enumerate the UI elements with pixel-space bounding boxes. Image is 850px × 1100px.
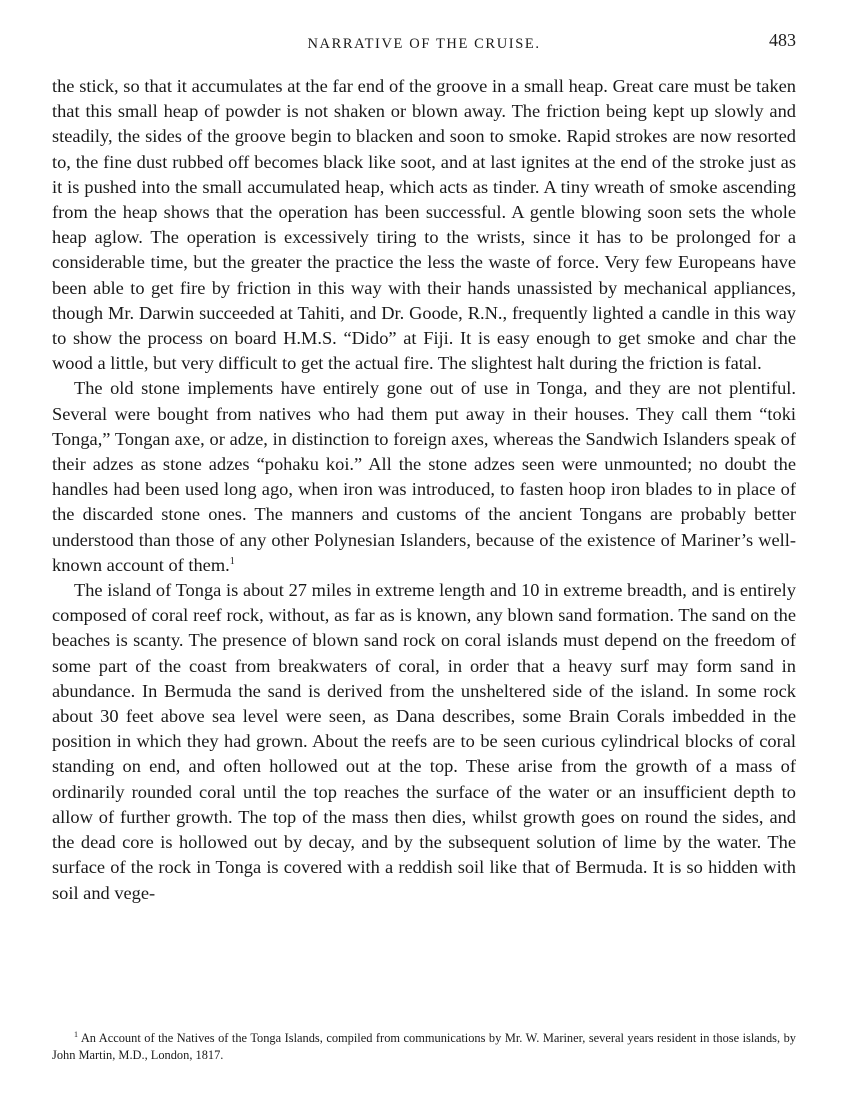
paragraph-continued	[52, 74, 796, 376]
page-number: 483	[769, 30, 796, 50]
paragraph-stone-implements	[52, 376, 796, 578]
footnote-text: An Account of the Natives of the Tonga Islands, compiled from communications by Mr. W. Mariner, several years resident in those islands, by John Martin, M.D., London, 1817.	[52, 1031, 796, 1062]
running-head	[52, 30, 796, 60]
paragraph-text: the stick, so that it accumulates at the far end of the groove in a small heap. Great care must be taken that this small heap of powder is not shaken or blown away. The friction being kept up slowly and steadily, the sides of the groove begin to blacken and soon to smoke. Rapid strokes are now resorted to, the fine dust rubbed off becomes black like soot, and at last ignites at the end of the stroke just as it is pushed into the small accumulated heap, which acts as tinder. A tiny wreath of smoke ascending from the heap shows that the operation has been successful. A gentle blowing soon sets the whole heap aglow. The operation is excessively tiring to the wrists, since it has to be prolonged for a considerable time, but the greater the practice the less the waste of force. Very few Europeans have been able to get fire by friction in this way with their hands unassisted by mechanical appliances, though Mr. Darwin succeeded at Tahiti, and Dr. Goode, R.N., frequently lighted a candle in this way to show the process on board H.M.S. “Dido” at Fiji. It is easy enough to get smoke and char the wood a little, but very difficult to get the actual fire. The slightest halt during the friction is fatal.	[52, 76, 796, 374]
paragraph-text: The island of Tonga is about 27 miles in extreme length and 10 in extreme breadth, and is entirely composed of coral reef rock, without, as far as is known, any blown sand formation. The sand on the beaches is scanty. The presence of blown sand rock on coral islands must depend on the freedom of some part of the coast from breakwaters of coral, in order that a heavy surf may form sand in abundance. In Bermuda the sand is derived from the unsheltered side of the island. In some rock about 30 feet above sea level were seen, as Dana describes, some Brain Corals imbedded in the position in which they had grown. About the reefs are to be seen curious cylindrical blocks of coral standing on end, and often hollowed out at the top. These arise from the growth of a mass of ordinarily rounded coral until the top reaches the surface of the water or an insufficient depth to allow of further growth. The top of the mass then dies, whilst growth goes on round the sides, and the dead core is hollowed out by decay, and by the subsequent solution of lime by the water. The surface of the rock in Tonga is covered with a reddish soil like that of Bermuda. It is so hidden with soil and vege-	[52, 580, 796, 903]
footnote-marker: 1	[74, 1029, 78, 1039]
body-text	[52, 74, 796, 906]
footnote-reference[interactable]: 1	[229, 555, 235, 567]
running-title: NARRATIVE OF THE CRUISE.	[307, 36, 541, 52]
paragraph-tonga-island	[52, 578, 796, 906]
paragraph-text: The old stone implements have entirely gone out of use in Tonga, and they are not plentiful. Several were bought from natives who had them put away in their houses. They call them “toki Tonga,” Tongan axe, or adze, in distinction to foreign axes, whereas the Sandwich Islanders speak of their adzes as stone adzes “pohaku koi.” All the stone adzes seen were unmounted; no doubt the handles had been used long ago, when iron was introduced, to fasten hoop iron blades to in place of the discarded stone ones. The manners and customs of the ancient Tongans are probably better understood than those of any other Polynesian Islanders, because of the existence of Mariner’s well-known account of them.	[52, 378, 796, 575]
page	[52, 30, 796, 906]
footnote	[52, 1030, 796, 1064]
